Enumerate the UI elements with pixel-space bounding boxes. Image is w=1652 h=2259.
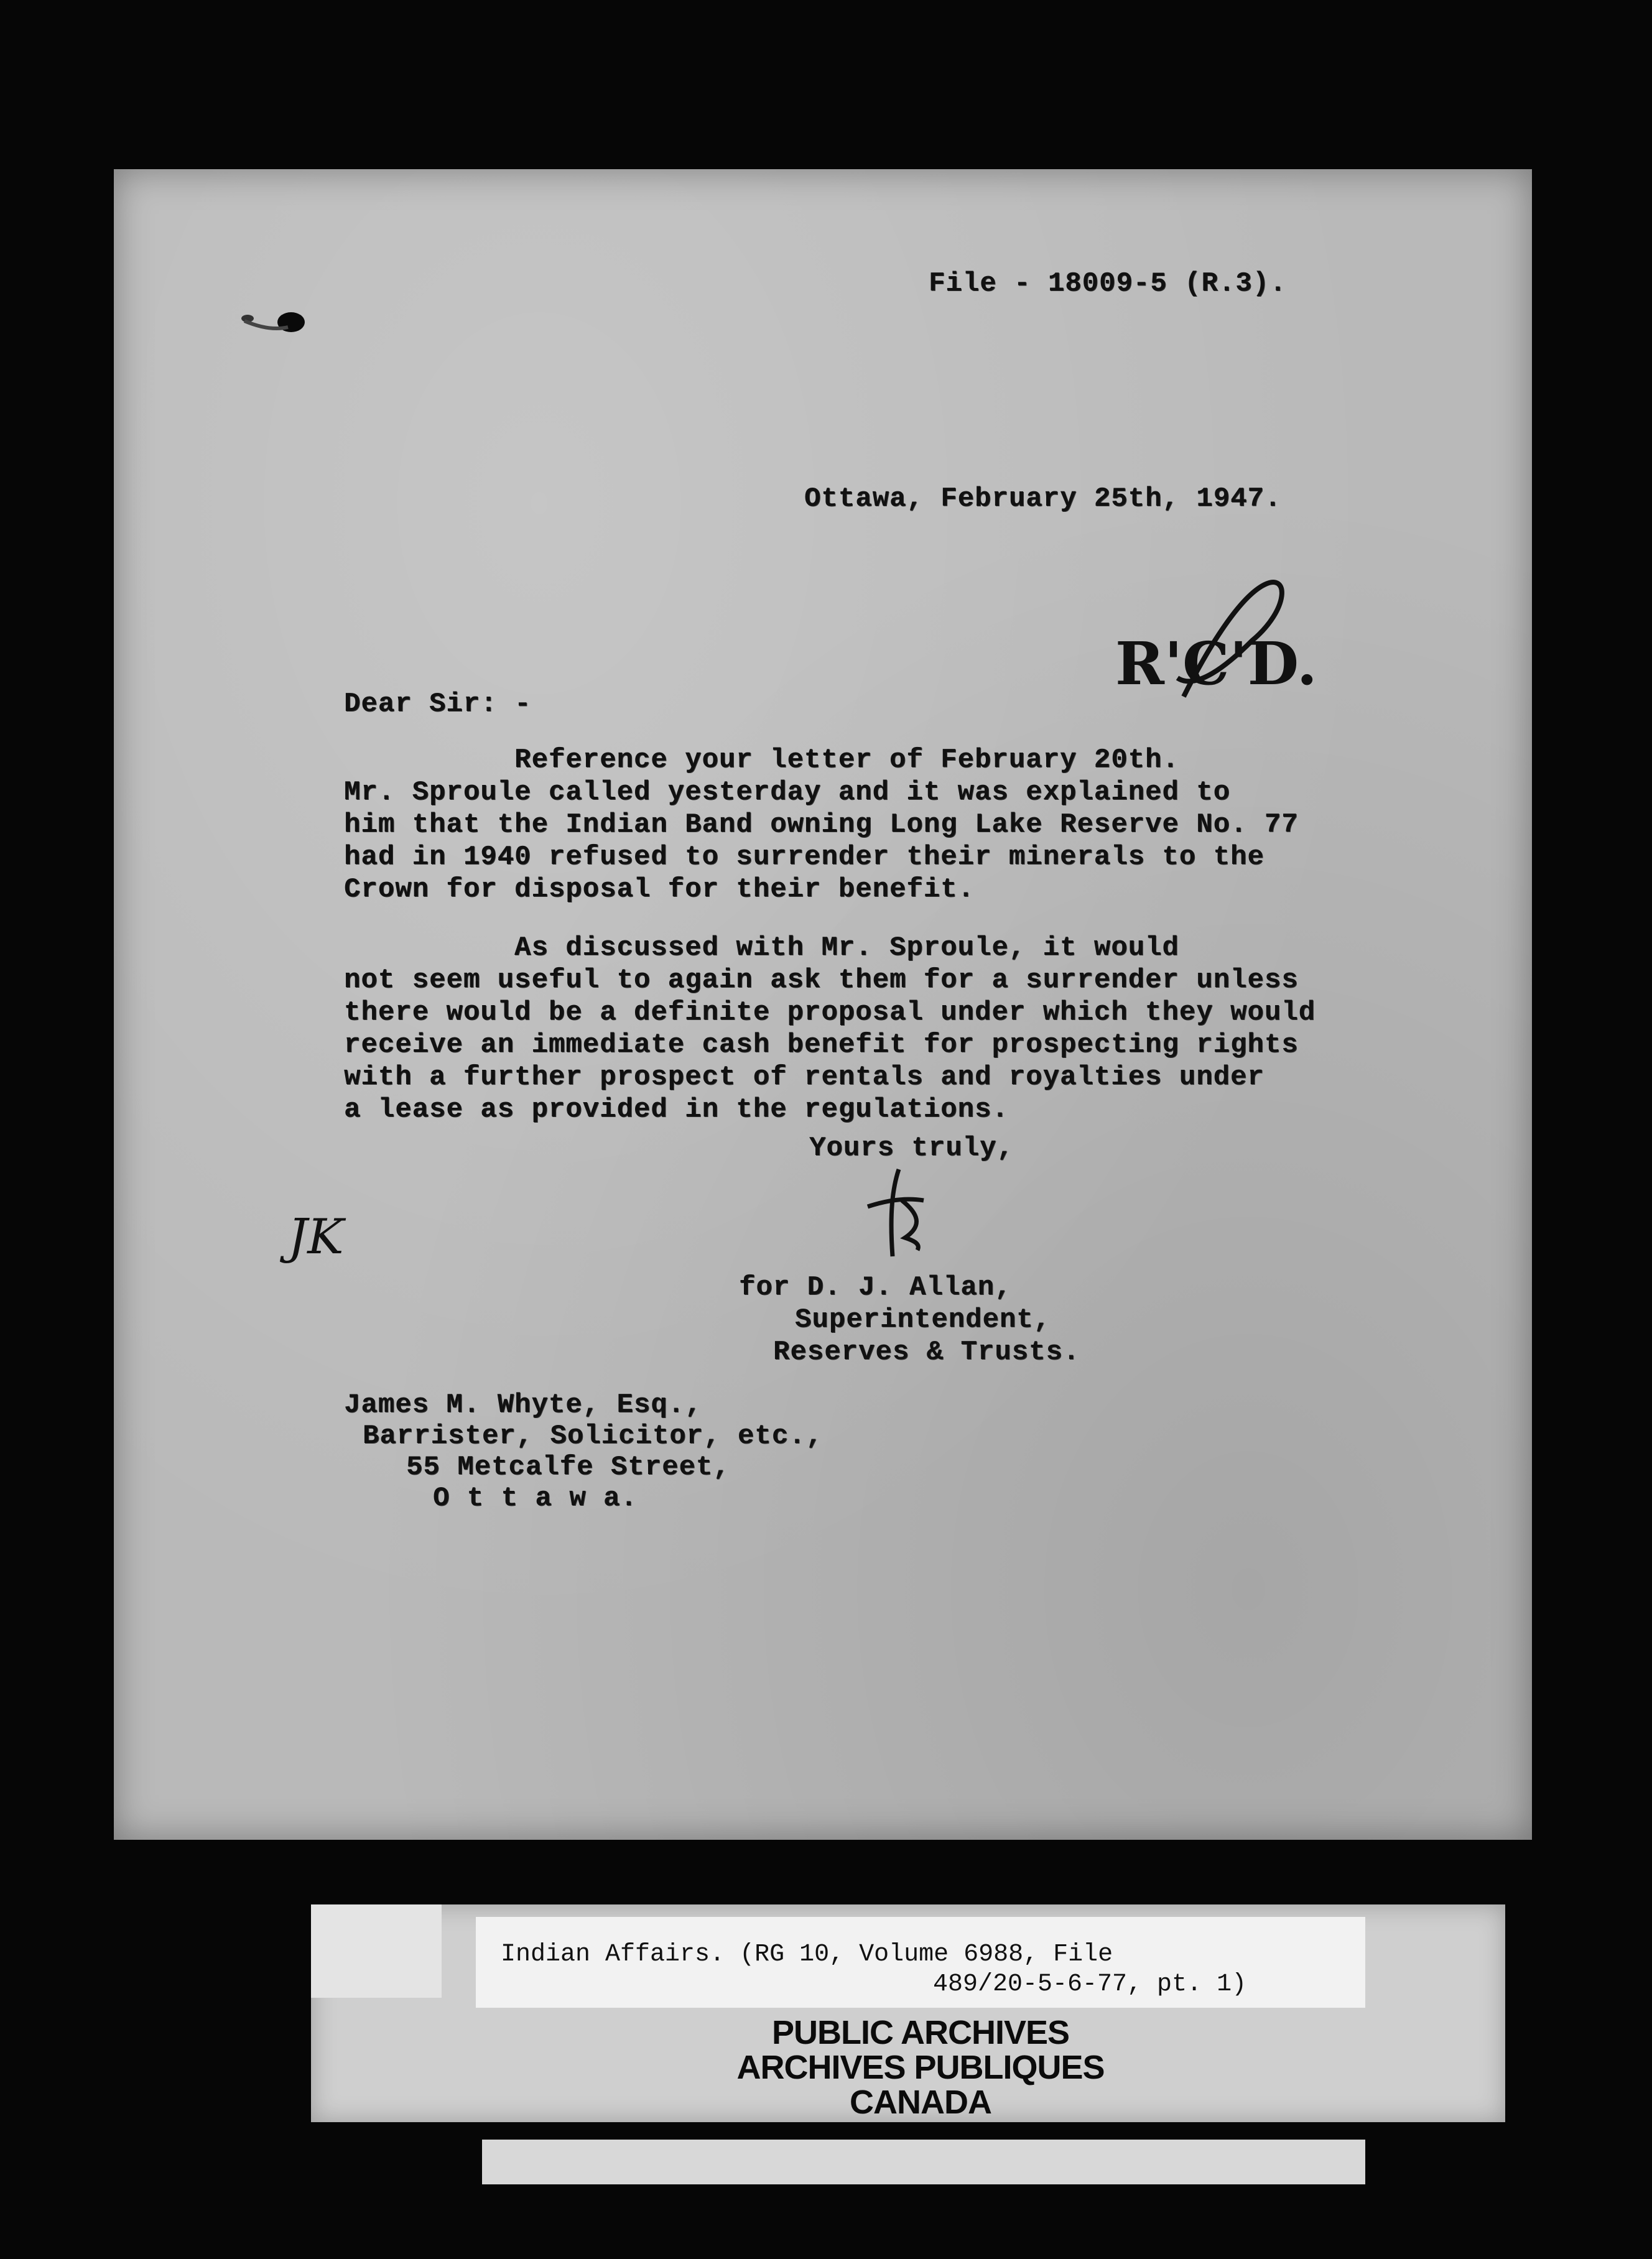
letter-page bbox=[114, 169, 1532, 1840]
closing: Yours truly, bbox=[809, 1133, 1014, 1164]
address-line: O t t a w a. bbox=[433, 1483, 638, 1514]
paragraph-1-line: had in 1940 refused to surrender their minerals to the bbox=[344, 842, 1265, 873]
handwritten-signature bbox=[855, 1163, 942, 1263]
paragraph-2-line: a lease as provided in the regulations. bbox=[344, 1094, 1009, 1125]
paragraph-2-line: As discussed with Mr. Sproule, it would bbox=[344, 932, 1179, 963]
address-line: Barrister, Solicitor, etc., bbox=[363, 1421, 823, 1452]
address-line: James M. Whyte, Esq., bbox=[344, 1389, 702, 1421]
archive-reference-strip bbox=[476, 1917, 1365, 2008]
paragraph-2-line: receive an immediate cash benefit for prospecting rights bbox=[344, 1029, 1299, 1060]
letter-date: Ottawa, February 25th, 1947. bbox=[804, 483, 1282, 514]
archive-reference-line-2: 489/20-5-6-77, pt. 1) bbox=[933, 1970, 1247, 1998]
archives-stamp bbox=[476, 2015, 1365, 2120]
paragraph-2-line: not seem useful to again ask them for a surrender unless bbox=[344, 965, 1299, 996]
handwritten-initials bbox=[282, 1200, 381, 1269]
paragraph-1-line: Crown for disposal for their benefit. bbox=[344, 874, 975, 905]
archives-stamp-line-1: PUBLIC ARCHIVES bbox=[771, 2014, 1070, 2051]
paragraph-2-line: there would be a definite proposal under which they would bbox=[344, 997, 1316, 1028]
archives-stamp-line-3: CANADA bbox=[850, 2084, 991, 2121]
signature-for: for D. J. Allan, bbox=[739, 1272, 1012, 1303]
handwritten-initials-text: JK bbox=[288, 1209, 344, 1265]
paragraph-1-line: Mr. Sproule called yesterday and it was explained to bbox=[344, 777, 1231, 808]
salutation: Dear Sir: - bbox=[344, 689, 532, 720]
archives-stamp-line-2: ARCHIVES PUBLIQUES bbox=[736, 2049, 1105, 2086]
paragraph-2-line: with a further prospect of rentals and royalties under bbox=[344, 1062, 1265, 1093]
received-stamp-text: R'C'D. bbox=[1115, 629, 1317, 698]
signature-department: Reserves & Trusts. bbox=[773, 1337, 1080, 1368]
label-bottom-strip bbox=[482, 2140, 1365, 2184]
paragraph-1-line: him that the Indian Band owning Long Lake Reserve No. 77 bbox=[344, 809, 1299, 840]
address-line: 55 Metcalfe Street, bbox=[406, 1452, 730, 1483]
ink-blot bbox=[232, 310, 307, 347]
file-reference: File - 18009-5 (R.3). bbox=[929, 268, 1287, 299]
label-tab bbox=[311, 1904, 442, 1998]
archive-reference-line-1: Indian Affairs. (RG 10, Volume 6988, File bbox=[501, 1941, 1113, 1969]
paragraph-1-line: Reference your letter of February 20th. bbox=[344, 744, 1179, 776]
received-stamp bbox=[1109, 572, 1317, 715]
signature-title: Superintendent, bbox=[795, 1304, 1051, 1335]
